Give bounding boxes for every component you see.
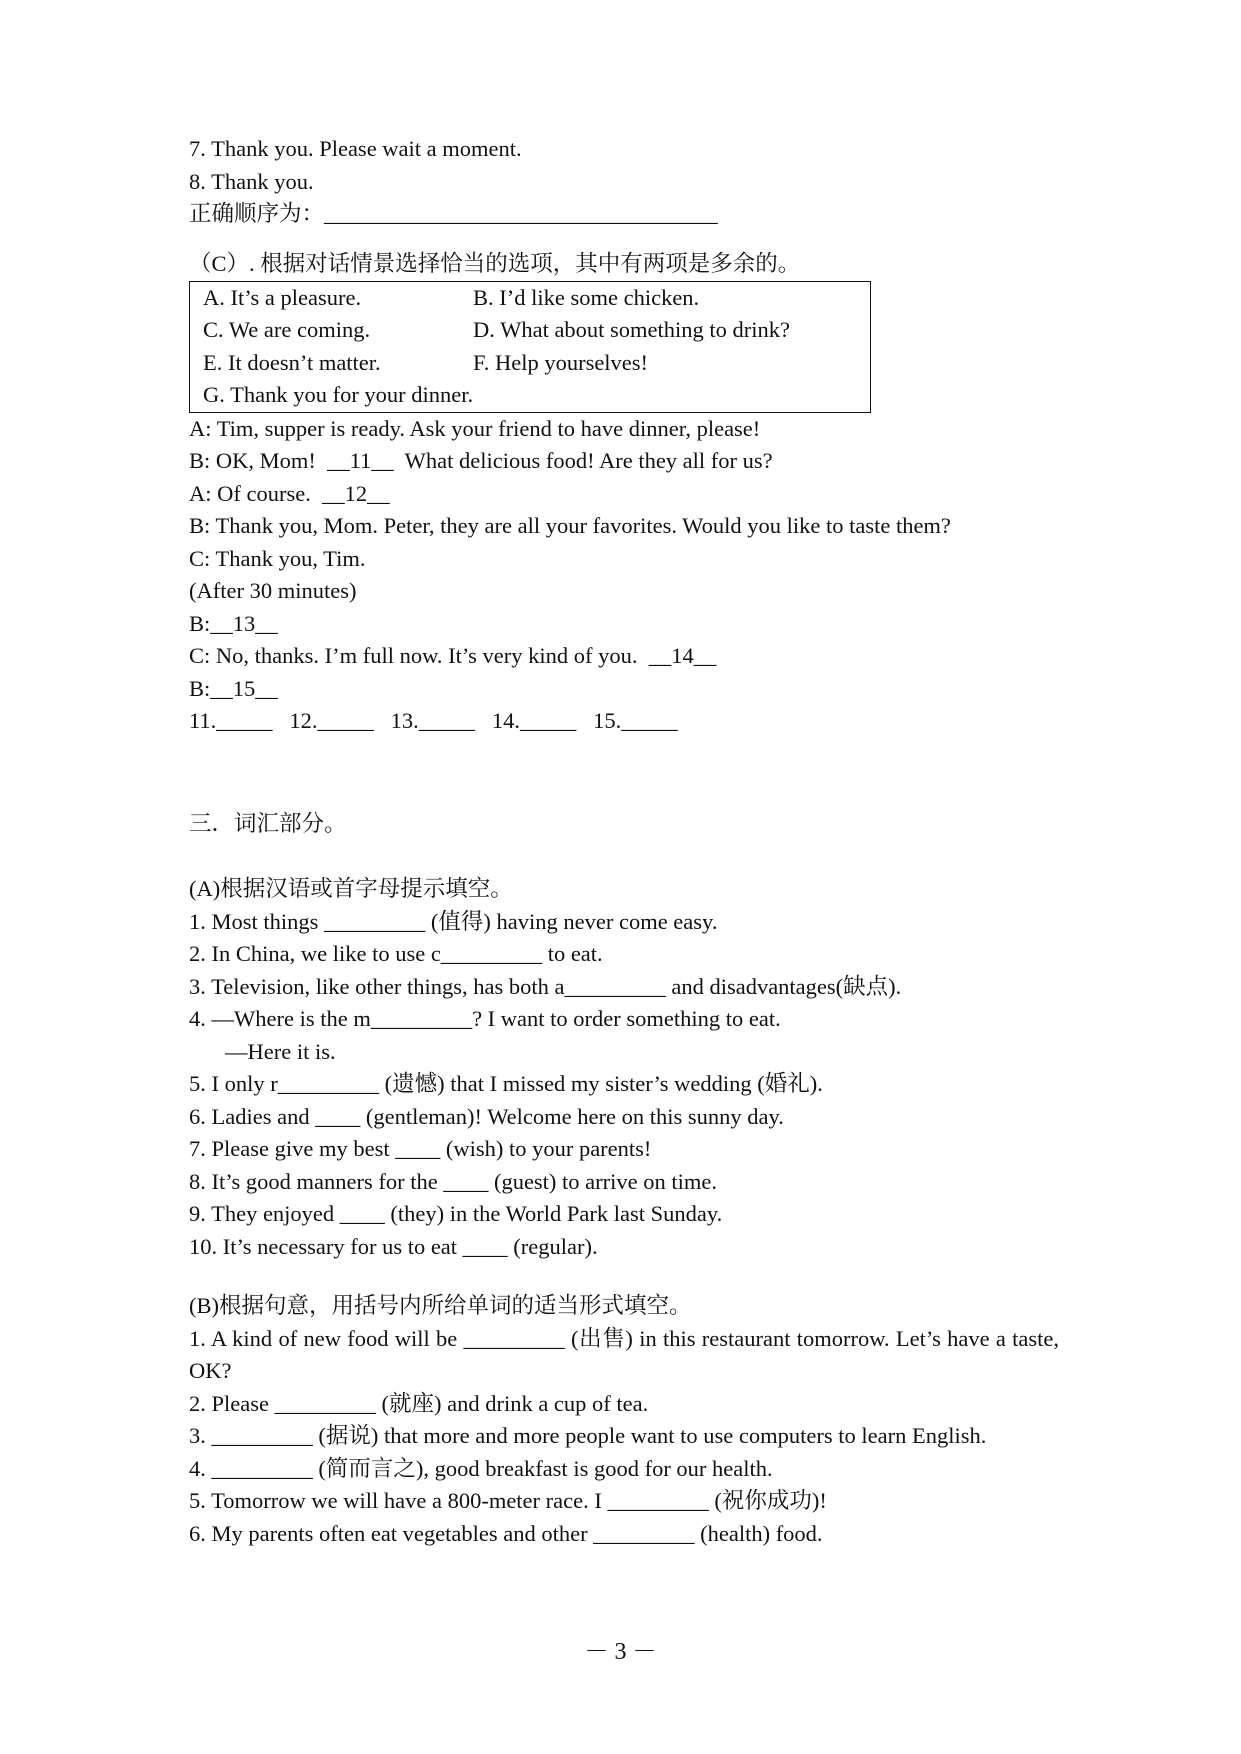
correct-order-line: 正确顺序为：___________________________________ — [189, 201, 718, 226]
list-item: 5. Tomorrow we will have a 800-meter race. I _________ (祝你成功)! — [189, 1488, 827, 1513]
dialogue-line: A: Of course. __12__ — [189, 480, 390, 506]
list-item: 2. Please _________ (就座) and drink a cup of tea. — [189, 1390, 649, 1416]
list-item: 3. _________ (据说) that more and more people want to use computers to learn English. — [189, 1423, 987, 1448]
dialogue-line: B:__15__ — [189, 675, 278, 701]
part-a-heading: (A)根据汉语或首字母提示填空。 — [189, 876, 513, 901]
dialogue-line: C: Thank you, Tim. — [189, 545, 366, 571]
dialogue-line: B:__13__ — [189, 610, 278, 636]
section-3-heading-block — [189, 808, 1059, 841]
list-item: 4. _________ (简而言之), good breakfast is good for our health. — [189, 1455, 773, 1481]
option-row — [203, 282, 870, 315]
section-c-heading: （C）. 根据对话情景选择恰当的选项，其中有两项是多余的。 — [189, 251, 801, 276]
option-d: D. What about something to drink? — [473, 317, 791, 342]
dialogue-line: A: Tim, supper is ready. Ask your friend to have dinner, please! — [189, 415, 761, 441]
list-item: 5. I only r_________ (遗憾) that I missed my sister’s wedding (婚礼). — [189, 1071, 823, 1096]
list-item: 1. Most things _________ (值得) having never come easy. — [189, 908, 718, 934]
list-item: 4. —Where is the m_________? I want to order something to eat. — [189, 1006, 781, 1031]
dialogue-line: C: No, thanks. I’m full now. It’s very kind of you. __14__ — [189, 643, 717, 668]
option-e: E. It doesn’t matter. — [203, 349, 381, 375]
option-f: F. Help yourselves! — [473, 349, 649, 375]
list-item: 3. Television, like other things, has both a_________ and disadvantages(缺点). — [189, 973, 902, 999]
list-item-continuation: —Here it is. — [225, 1038, 336, 1064]
list-item: 6. Ladies and ____ (gentleman)! Welcome here on this sunny day. — [189, 1103, 784, 1129]
list-item: 6. My parents often eat vegetables and other _________ (health) food. — [189, 1520, 823, 1546]
option-a: A. It’s a pleasure. — [203, 284, 362, 310]
page-number: － 3 － — [584, 1639, 657, 1665]
answer-blanks-line: 11._____ 12._____ 13._____ 14._____ 15._____ — [189, 708, 678, 733]
option-c: C. We are coming. — [203, 317, 371, 342]
dialogue-line: (After 30 minutes) — [189, 578, 357, 603]
list-item: 8. Thank you. — [189, 168, 314, 194]
section-c — [189, 248, 1059, 738]
option-b: B. I’d like some chicken. — [473, 284, 700, 310]
dialogue-line: B: OK, Mom! __11__ What delicious food! Are they all for us? — [189, 448, 773, 473]
list-item: 7. Please give my best ____ (wish) to your parents! — [189, 1136, 652, 1161]
option-row — [203, 379, 870, 412]
top-items — [189, 133, 1059, 231]
list-item: 8. It’s good manners for the ____ (guest) to arrive on time. — [189, 1168, 718, 1194]
list-item: 9. They enjoyed ____ (they) in the World Park last Sunday. — [189, 1201, 723, 1226]
option-row — [203, 314, 870, 347]
dialogue-line: B: Thank you, Mom. Peter, they are all your favorites. Would you like to taste them? — [189, 513, 951, 538]
option-g: G. Thank you for your dinner. — [203, 382, 474, 407]
option-row — [203, 347, 870, 380]
options-box — [189, 281, 871, 413]
list-item: 7. Thank you. Please wait a moment. — [189, 136, 522, 161]
part-b — [189, 1290, 1059, 1550]
list-item: 2. In China, we like to use c_________ to eat. — [189, 941, 603, 966]
part-a — [189, 873, 1059, 1263]
section-3-heading: 三．词汇部分。 — [189, 811, 347, 836]
list-item: 10. It’s necessary for us to eat ____ (regular). — [189, 1233, 598, 1259]
list-item: 1. A kind of new food will be _________ (出售) in this restaurant tomorrow. Let’s have a taste, OK? — [189, 1325, 1059, 1383]
part-b-heading: (B)根据句意，用括号内所给单词的适当形式填空。 — [189, 1293, 692, 1318]
